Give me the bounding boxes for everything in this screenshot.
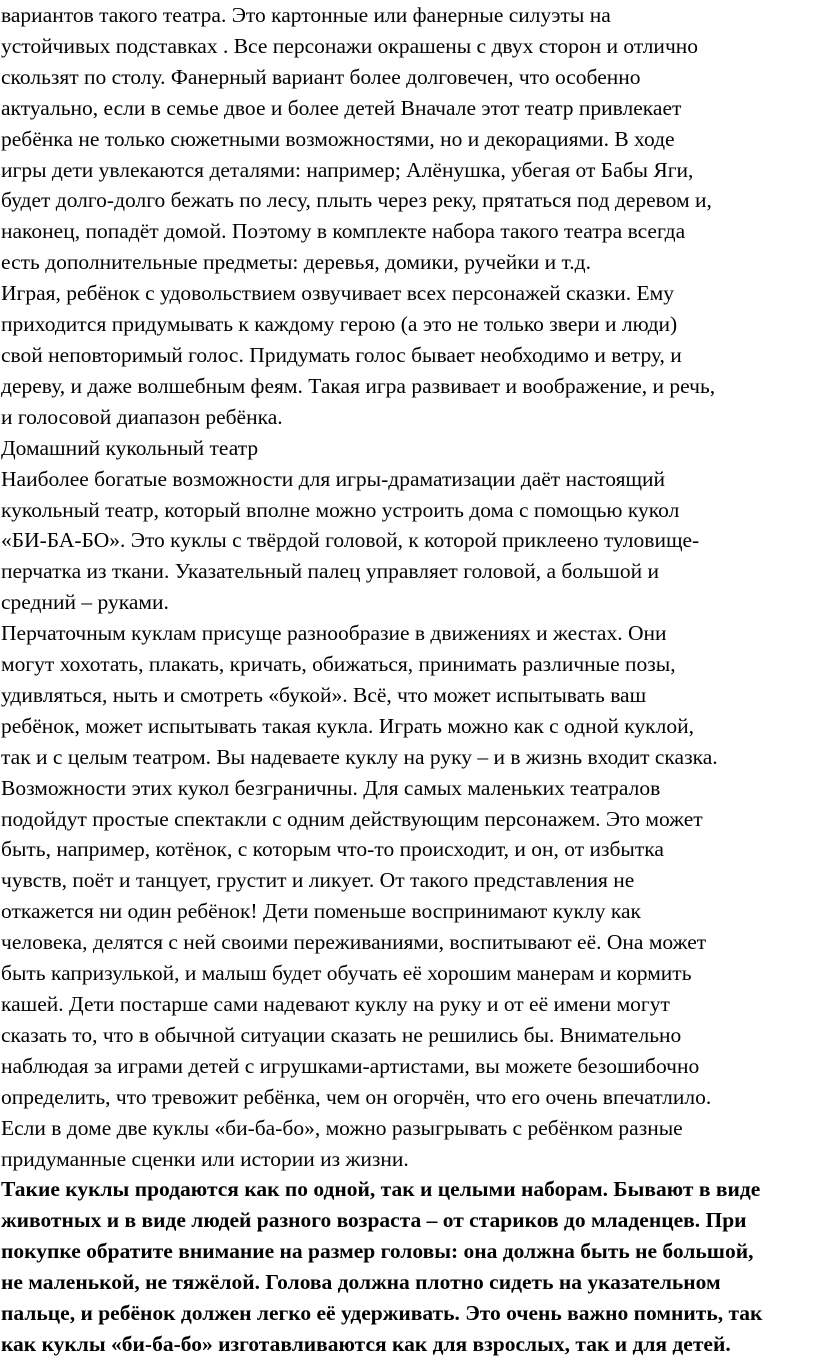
paragraph-voicing-characters [1,278,816,433]
section-heading [1,433,816,464]
text-line: Наиболее богатые возможности для игры-драматизации даёт настоящий [1,466,666,491]
text-line: Играя, ребёнок с удовольствием озвучивает всех персонажей сказки. Ему [1,281,674,306]
paragraph-bibabo-intro [1,464,816,619]
text-line: не маленькой, не тяжёлой. Голова должна плотно сидеть на указательном [1,1270,721,1295]
text-line: могут хохотать, плакать, кричать, обижаться, принимать различные позы, [1,652,676,677]
text-line: дереву, и даже волшебным феям. Такая игра развивает и воображение, и речь, [1,373,716,398]
text-line: есть дополнительные предметы: деревья, домики, ручейки и т.д. [1,250,591,275]
text-line: ребёнка не только сюжетными возможностями, но и декорациями. В ходе [1,126,675,151]
text-line: придуманные сценки или истории из жизни. [1,1146,409,1171]
text-line: кукольный театр, который вполне можно устроить дома с помощью кукол [1,497,680,522]
text-line: Такие куклы продаются как по одной, так и целыми наборам. Бывают в виде [1,1177,761,1202]
text-line: как куклы «би-ба-бо» изготавливаются как для взрослых, так и для детей. [1,1331,731,1356]
text-line: пальце, и ребёнок должен легко её удерживать. Это очень важно помнить, так [1,1301,763,1326]
text-line: удивляться, ныть и смотреть «букой». Всё, что может испытывать ваш [1,682,647,707]
text-line: Перчаточным куклам присуще разнообразие в движениях и жестах. Они [1,621,667,646]
text-line: наблюдая за играми детей с игрушками-артистами, вы можете безошибочно [1,1053,700,1078]
paragraph-buying-advice [1,1174,816,1359]
text-line: приходится придумывать к каждому герою (а это не только звери и люди) [1,312,678,337]
text-line: скользят по столу. Фанерный вариант более долговечен, что особенно [1,64,641,89]
text-line: актуально, если в семье двое и более детей Вначале этот театр привлекает [1,95,682,120]
text-line: ребёнок, может испытывать такая кукла. Играть можно как с одной куклой, [1,713,694,738]
text-line: свой неповторимый голос. Придумать голос бывает необходимо и ветру, и [1,342,682,367]
text-line: чувств, поёт и танцует, грустит и ликует. От такого представления не [1,868,635,893]
text-line: будет долго-долго бежать по лесу, плыть через реку, прятаться под деревом и, [1,188,712,213]
text-line: человека, делятся с ней своими переживаниями, воспитывают её. Она может [1,930,707,955]
text-line: быть, например, котёнок, с которым что-то происходит, и он, от избытка [1,837,664,862]
text-line: определить, что тревожит ребёнка, чем он огорчён, что его очень впечатлило. [1,1084,712,1109]
text-line: перчатка из ткани. Указательный палец управляет головой, а большой и [1,559,659,584]
text-line: кашей. Дети постарше сами надевают куклу на руку и от её имени могут [1,992,670,1016]
text-line: Возможности этих кукол безграничны. Для самых маленьких театралов [1,775,661,800]
text-line: сказать то, что в обычной ситуации сказать не решились бы. Внимательно [1,1022,682,1047]
paragraph-glove-puppets [1,618,816,1174]
text-line: животных и в виде людей разного возраста – от стариков до младенцев. При [1,1208,747,1233]
text-line: игры дети увлекаются деталями: например; Алёнушка, убегая от Бабы Яги, [1,157,694,182]
text-line: так и с целым театром. Вы надеваете куклу на руку – и в жизнь входит сказка. [1,744,718,769]
paragraph-silhouette-theatre [1,0,816,278]
text-line: покупке обратите внимание на размер головы: она должна быть не большой, [1,1239,754,1264]
text-line: наконец, попадёт домой. Поэтому в комплекте набора такого театра всегда [1,219,686,244]
text-line: и голосовой диапазон ребёнка. [1,404,283,429]
text-line: подойдут простые спектакли с одним действующим персонажем. Это может [1,806,703,831]
text-line: быть капризулькой, и малыш будет обучать её хорошим манерам и кормить [1,961,692,986]
text-line: средний – руками. [1,590,169,615]
text-line: Если в доме две куклы «би-ба-бо», можно разыгрывать с ребёнком разные [1,1115,683,1140]
text-line: откажется ни один ребёнок! Дети поменьше воспринимают куклу как [1,899,641,924]
text-line: вариантов такого театра. Это картонные или фанерные силуэты на [1,3,611,27]
text-line: «БИ-БА-БО». Это куклы с твёрдой головой, к которой приклеено туловище- [1,528,700,553]
section-title: Домашний кукольный театр [1,435,259,460]
text-line: устойчивых подставках . Все персонажи окрашены с двух сторон и отлично [1,33,699,58]
